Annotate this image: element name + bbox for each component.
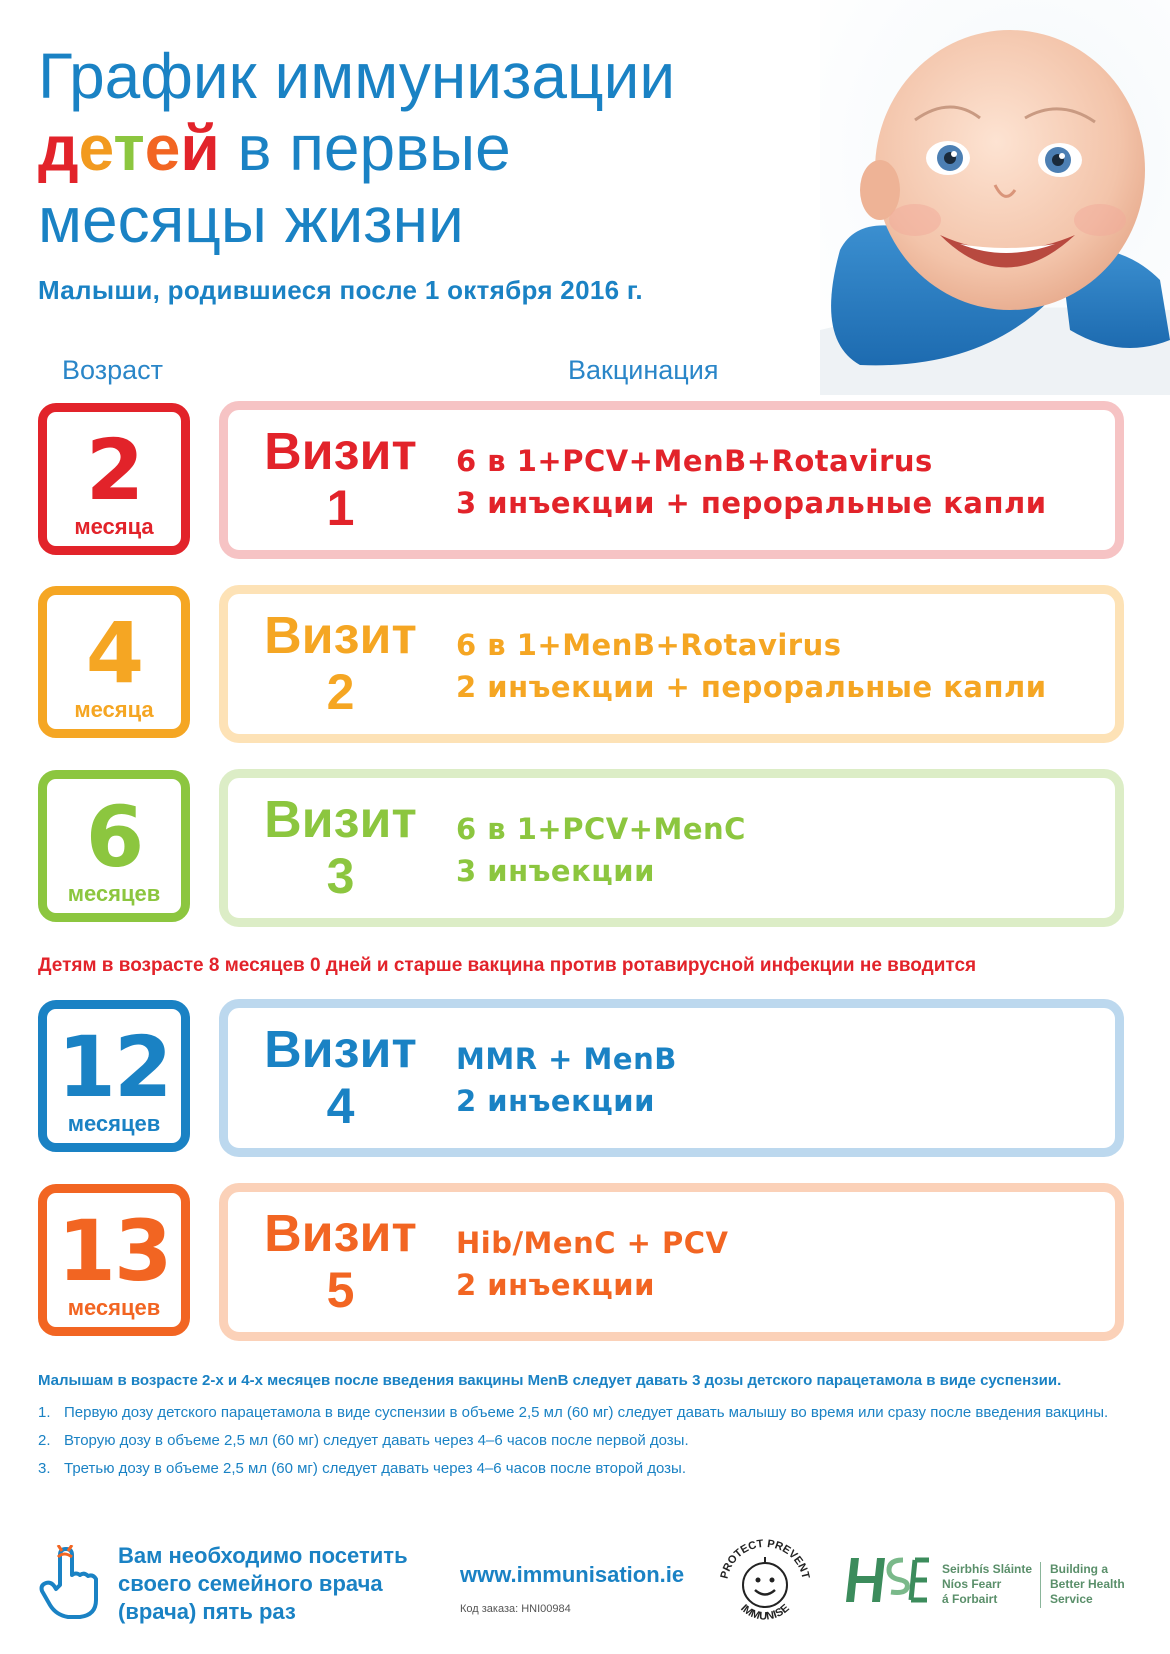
vaccine-list: 6 в 1+PCV+MenC: [456, 812, 746, 846]
page-title: [38, 40, 838, 256]
visit-label: [253, 792, 428, 904]
age-unit: месяцев: [67, 1295, 161, 1320]
title-line-2-rest: в первые: [219, 112, 511, 184]
age-unit: месяцев: [67, 1111, 161, 1136]
visit-number: 1: [326, 480, 355, 536]
vaccine-details: 2 инъекции: [456, 1084, 655, 1118]
visit-word: Визит: [264, 423, 417, 481]
visit-label: [253, 424, 428, 536]
title-colored-word: [38, 112, 220, 184]
title-line-1: График иммунизации: [38, 40, 676, 112]
rotavirus-warning: Детям в возрасте 8 месяцев 0 дней и старше вакцина против ротавирусной инфекции не вводится: [38, 955, 977, 976]
visit-box-5: [219, 1183, 1124, 1341]
hse-english-line: Building a: [1050, 1562, 1108, 1576]
note-item: [38, 1402, 1138, 1423]
vaccine-info: [456, 1222, 729, 1306]
vaccine-details: 3 инъекции: [456, 854, 655, 888]
vaccine-details: 2 инъекции + пероральные капли: [456, 670, 1047, 704]
note-number: 1.: [38, 1404, 51, 1421]
title-line-2: [38, 112, 838, 184]
age-box-13-months: [38, 1184, 190, 1336]
hse-irish-text: [942, 1562, 1032, 1607]
age-unit: месяцев: [67, 881, 161, 906]
vaccine-details: 3 инъекции + пероральные капли: [456, 486, 1047, 520]
svg-text:IMMUNISE: IMMUNISE: [738, 1602, 792, 1623]
title-line-3: месяцы жизни: [38, 184, 464, 256]
hse-logo: [845, 1550, 930, 1610]
note-number: 2.: [38, 1432, 51, 1449]
visit-box-4: [219, 999, 1124, 1157]
visit-msg-line: (врача) пять раз: [118, 1599, 296, 1624]
subtitle: Малыши, родившиеся после 1 октября 2016 г.: [38, 275, 643, 305]
paracetamol-note-heading: Малышам в возрасте 2-х и 4-х месяцев после введения вакцины MenB следует давать 3 дозы детского парацетамола в виде суспензии.: [38, 1372, 1062, 1389]
hse-irish-line: Seirbhís Sláinte: [942, 1562, 1033, 1576]
order-code: Код заказа: HNI00984: [460, 1603, 571, 1615]
visit-word: Визит: [264, 1205, 417, 1263]
vaccine-list: 6 в 1+MenB+Rotavirus: [456, 628, 842, 662]
visit-word: Визит: [264, 791, 417, 849]
hse-english-line: Service: [1050, 1592, 1093, 1606]
hse-english-text: [1050, 1562, 1125, 1607]
note-text: Третью дозу в объеме 2,5 мл (60 мг) следует давать через 4–6 часов после второй дозы.: [64, 1460, 687, 1477]
visit-number: 5: [326, 1262, 355, 1318]
paracetamol-notes: [38, 1402, 1138, 1486]
vaccine-info: [456, 808, 746, 892]
age-number: 6: [85, 788, 143, 886]
column-header-vaccination: Вакцинация: [568, 355, 719, 385]
age-number: 2: [85, 421, 143, 519]
vaccine-list: MMR + MenB: [456, 1042, 677, 1076]
title-colored-letter: т: [113, 112, 145, 184]
visit-label: [253, 608, 428, 720]
baby-photo: [820, 0, 1170, 395]
hse-irish-line: Níos Fearr: [942, 1577, 1002, 1591]
age-number: 12: [57, 1018, 171, 1116]
vaccine-list: 6 в 1+PCV+MenB+Rotavirus: [456, 444, 933, 478]
vaccine-info: [456, 440, 1047, 524]
age-box-2-months: [38, 403, 190, 555]
visit-word: Визит: [264, 1021, 417, 1079]
vaccine-info: [456, 1038, 677, 1122]
visit-box-1: [219, 401, 1124, 559]
visit-number: 4: [326, 1078, 355, 1134]
protect-prevent-immunise-logo: [715, 1535, 815, 1635]
title-colored-letter: е: [144, 112, 181, 184]
visit-number: 3: [326, 848, 355, 904]
vaccine-details: 2 инъекции: [456, 1268, 655, 1302]
visit-box-3: [219, 769, 1124, 927]
age-number: 4: [85, 604, 143, 702]
pointing-hand-icon: [38, 1545, 104, 1620]
visit-word: Визит: [264, 607, 417, 665]
age-box-4-months: [38, 586, 190, 738]
age-box-6-months: [38, 770, 190, 922]
age-number: 13: [57, 1202, 171, 1300]
note-number: 3.: [38, 1460, 51, 1477]
vaccine-list: Hib/MenC + PCV: [456, 1226, 729, 1260]
age-unit: месяца: [74, 697, 154, 722]
title-colored-letter: д: [38, 112, 79, 184]
vaccine-info: [456, 624, 1047, 708]
hse-english-line: Better Health: [1050, 1577, 1125, 1591]
visit-label: [253, 1206, 428, 1318]
visit-gp-message: [118, 1542, 408, 1626]
visit-label: [253, 1022, 428, 1134]
note-item: [38, 1430, 1138, 1451]
website-link[interactable]: www.immunisation.ie: [460, 1562, 685, 1587]
visit-box-2: [219, 585, 1124, 743]
hse-divider: [1040, 1562, 1041, 1608]
visit-msg-line: Вам необходимо посетить: [118, 1543, 408, 1568]
note-text: Вторую дозу в объеме 2,5 мл (60 мг) следует давать через 4–6 часов после первой дозы.: [64, 1432, 689, 1449]
column-header-age: Возраст: [62, 355, 163, 385]
svg-text:PROTECT PREVENT: PROTECT PREVENT: [718, 1537, 812, 1581]
title-colored-letter: е: [78, 112, 114, 184]
age-box-12-months: [38, 1000, 190, 1152]
visit-msg-line: своего семейного врача: [118, 1571, 383, 1596]
hse-irish-line: á Forbairt: [942, 1592, 998, 1606]
note-item: [38, 1458, 1138, 1479]
title-colored-letter: й: [180, 112, 220, 184]
visit-number: 2: [326, 664, 355, 720]
age-unit: месяца: [74, 514, 154, 539]
note-text: Первую дозу детского парацетамола в виде суспензии в объеме 2,5 мл (60 мг) следует давать малышу во время или сразу после введения вакцины.: [64, 1404, 1109, 1421]
